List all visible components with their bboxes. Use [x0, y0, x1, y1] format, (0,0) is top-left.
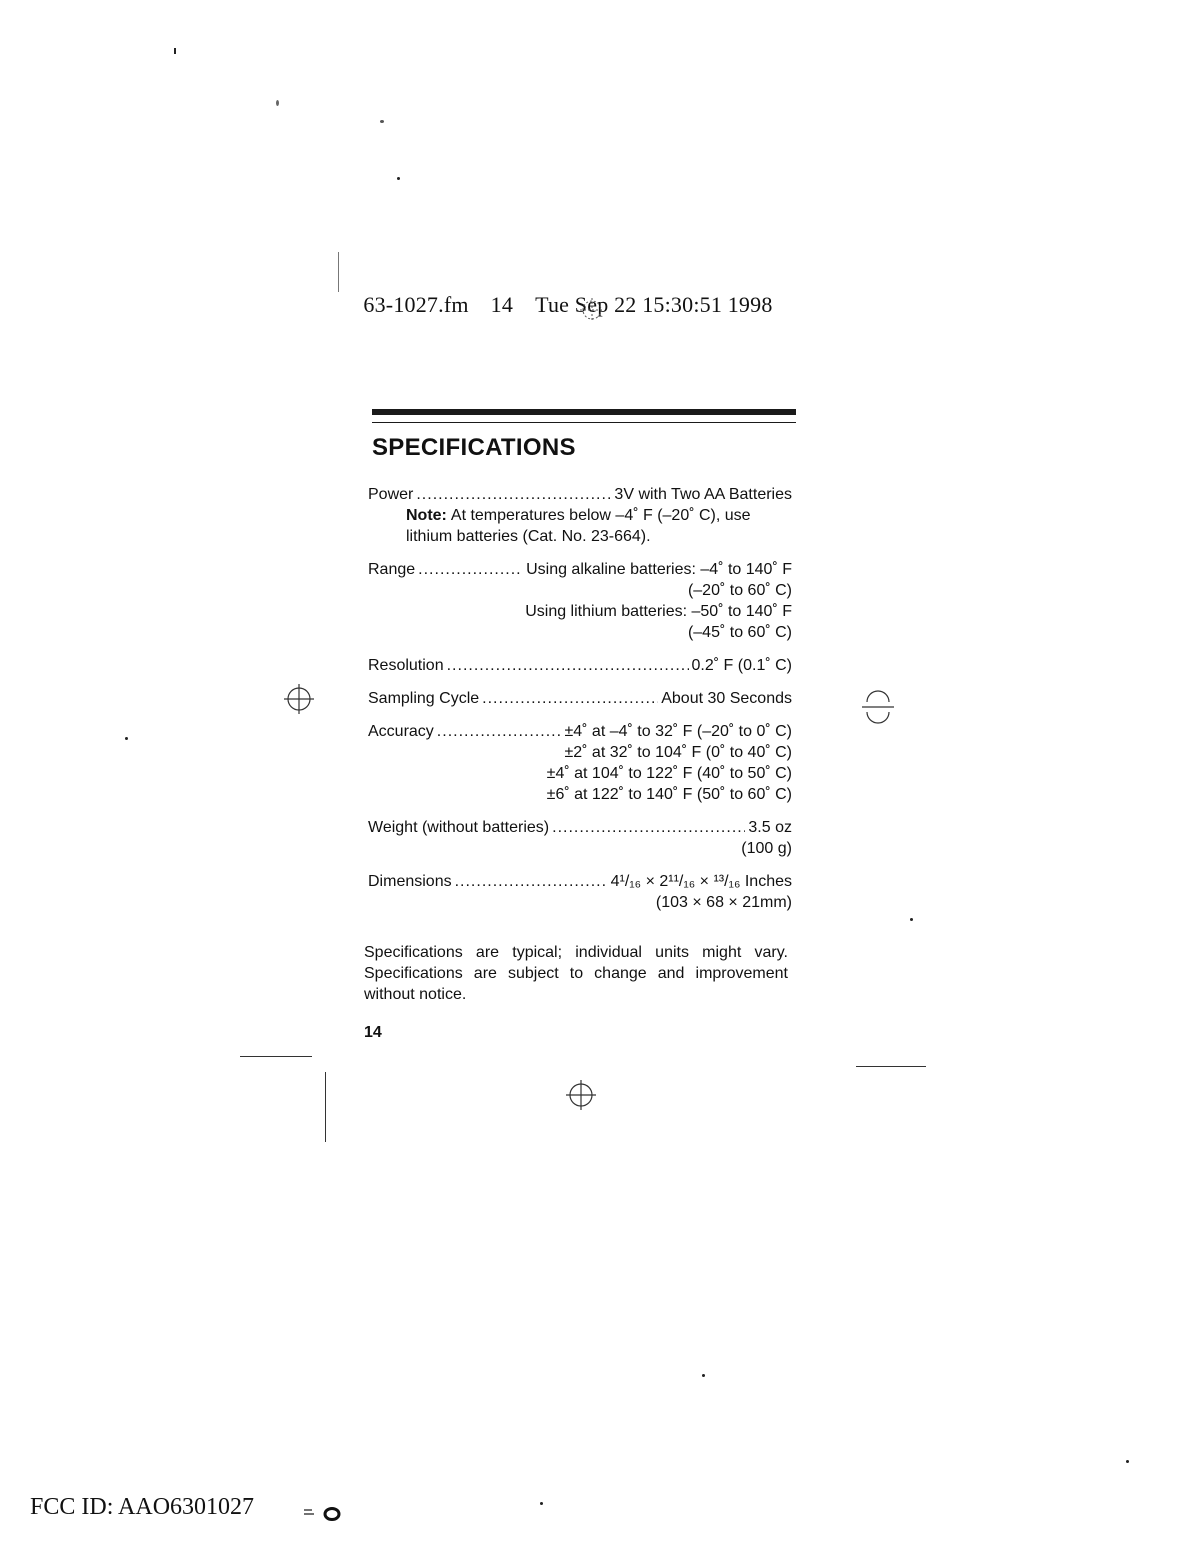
spec-range-line: (–20˚ to 60˚ C) — [687, 582, 792, 599]
scan-speck — [276, 100, 279, 106]
spec-accuracy-line: ±4˚ at 104˚ to 122˚ F (40˚ to 50˚ C) — [546, 765, 792, 782]
spec-accuracy-value: ±4˚ at –4˚ to 32˚ F (–20˚ to 0˚ C) — [564, 723, 792, 740]
leader-dots — [552, 817, 745, 838]
spec-weight — [368, 817, 792, 859]
spec-weight-label: Weight (without batteries) — [368, 819, 550, 836]
spec-power-label: Power — [368, 486, 414, 503]
spec-power-value: 3V with Two AA Batteries — [614, 486, 792, 503]
note-text: At temperatures below –4˚ F (–20˚ C), use lithium batteries (Cat. No. 23-664). — [406, 507, 751, 545]
crop-mark — [240, 1056, 312, 1057]
registration-mark-right-icon — [860, 690, 896, 724]
scan-mark-icon — [300, 1500, 346, 1524]
crop-mark — [325, 1072, 326, 1142]
note-label: Note: — [406, 507, 447, 524]
crop-mark — [338, 252, 339, 292]
registration-mark-bottom-icon — [564, 1078, 598, 1112]
spec-dimensions — [368, 871, 792, 913]
leader-dots — [455, 871, 608, 892]
spec-accuracy-line: ±2˚ at 32˚ to 104˚ F (0˚ to 40˚ C) — [564, 744, 792, 761]
spec-range-line: (–45˚ to 60˚ C) — [687, 624, 792, 641]
spec-range-value: Using alkaline batteries: –4˚ to 140˚ F — [526, 561, 792, 578]
spec-sampling — [368, 688, 792, 709]
spec-resolution-value: 0.2˚ F (0.1˚ C) — [691, 657, 792, 674]
section-title: SPECIFICATIONS — [372, 434, 576, 461]
registration-mark-top-icon — [578, 296, 606, 324]
spec-dimensions-value: 4¹/₁₆ × 2¹¹/₁₆ × ¹³/₁₆ Inches — [610, 873, 792, 890]
spec-accuracy-line: ±6˚ at 122˚ to 140˚ F (50˚ to 60˚ C) — [546, 786, 792, 803]
page-number: 14 — [364, 1024, 382, 1041]
leader-dots — [437, 721, 562, 742]
specs-list — [368, 484, 792, 925]
leader-dots — [482, 688, 658, 709]
scan-speck — [540, 1502, 543, 1505]
header-page: 14 — [490, 292, 514, 317]
spec-power-note — [368, 505, 792, 547]
spec-sampling-label: Sampling Cycle — [368, 690, 480, 707]
spec-accuracy-label: Accuracy — [368, 723, 434, 740]
scan-speck — [702, 1374, 705, 1377]
scan-speck — [1126, 1460, 1129, 1463]
leader-dots — [416, 484, 611, 505]
fcc-id: FCC ID: AAO6301027 — [30, 1494, 255, 1520]
leader-dots — [418, 559, 523, 580]
spec-weight-line: (100 g) — [741, 840, 792, 857]
registration-mark-left-icon — [282, 682, 316, 716]
scan-speck — [174, 48, 176, 54]
spec-dimensions-line: (103 × 68 × 21mm) — [655, 894, 792, 911]
scan-speck — [380, 120, 384, 123]
header-filename: 63-1027.fm — [363, 292, 469, 317]
spec-range-line: Using lithium batteries: –50˚ to 140˚ F — [525, 603, 792, 620]
disclaimer-text: Specifications are typical; individual units might vary. Specifications are subject to change and improvement without notice. — [364, 944, 788, 1003]
spec-resolution — [368, 655, 792, 676]
spec-range — [368, 559, 792, 643]
scan-speck — [125, 737, 128, 740]
scan-speck — [397, 177, 400, 180]
crop-mark — [856, 1066, 926, 1067]
spec-power — [368, 484, 792, 547]
spec-weight-value: 3.5 oz — [748, 819, 792, 836]
spec-resolution-label: Resolution — [368, 657, 444, 674]
file-header — [352, 266, 773, 318]
heading-rule-thick — [372, 409, 796, 415]
header-timestamp: Tue Sep 22 15:30:51 1998 — [535, 292, 773, 317]
scan-speck — [910, 918, 913, 921]
spec-dimensions-label: Dimensions — [368, 873, 452, 890]
leader-dots — [447, 655, 689, 676]
heading-rule-thin — [372, 422, 796, 423]
spec-sampling-value: About 30 Seconds — [661, 690, 792, 707]
spec-range-label: Range — [368, 561, 416, 578]
spec-accuracy — [368, 721, 792, 805]
